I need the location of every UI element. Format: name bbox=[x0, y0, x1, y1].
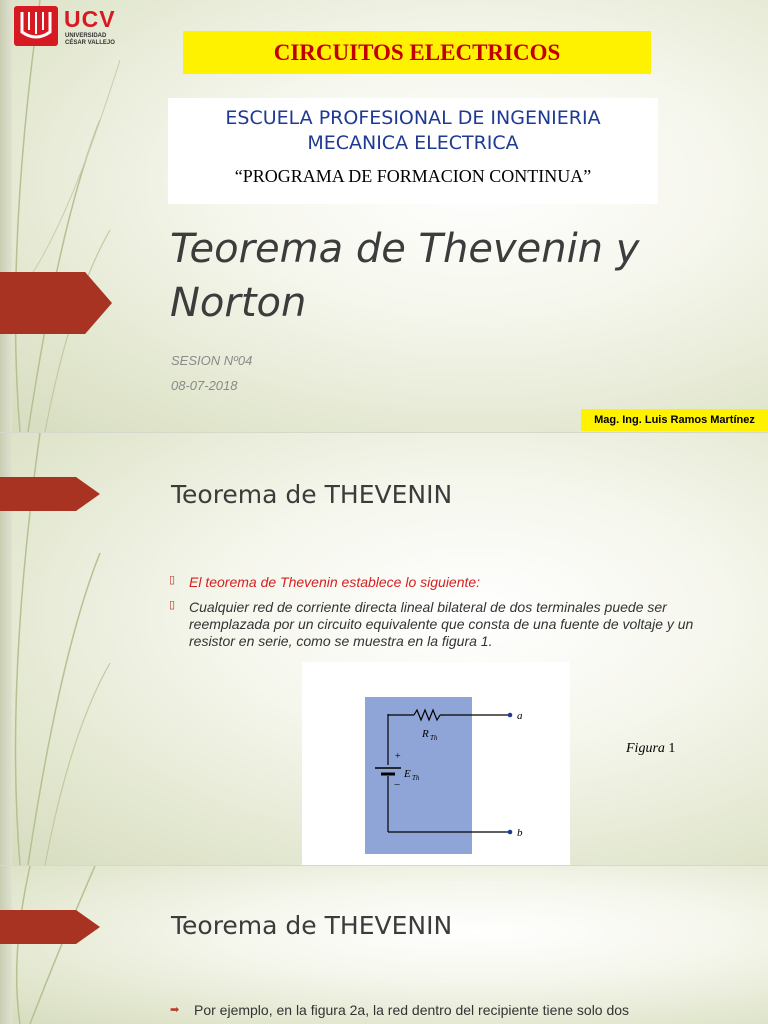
ucv-logo-line1: UNIVERSIDAD bbox=[65, 33, 107, 39]
bullet-item bbox=[170, 599, 722, 650]
caption-word: Figura bbox=[626, 741, 665, 756]
plus-sign: + bbox=[395, 751, 401, 762]
ucv-logo-mark bbox=[14, 6, 58, 46]
ucv-logo-line2: CÉSAR VALLEJO bbox=[65, 40, 115, 46]
school-box bbox=[168, 98, 658, 204]
course-banner: CIRCUITOS ELECTRICOS bbox=[183, 31, 651, 74]
bullet-text: El teorema de Thevenin establece lo siguiente: bbox=[189, 574, 481, 590]
source-label: E bbox=[404, 768, 411, 780]
resistor-label: R bbox=[422, 728, 429, 740]
thevenin-circuit-figure bbox=[302, 662, 570, 865]
bullet-text: Cualquier red de corriente directa lineal bilateral de dos terminales puede ser reemplazada por un circuito equivalente que consta de una fuente de voltaje y un resistor en serie, como se muestra en la figura 1. bbox=[189, 599, 694, 649]
session-date: 08-07-2018 bbox=[171, 378, 238, 393]
presentation-title bbox=[170, 222, 730, 330]
terminal-b-label: b bbox=[517, 827, 523, 839]
title-line-1: Teorema de Thevenin y bbox=[170, 226, 640, 272]
resistor-subscript: Th bbox=[430, 734, 438, 742]
bullet-text: Por ejemplo, en la figura 2a, la red dentro del recipiente tiene solo dos bbox=[194, 1002, 630, 1018]
slide-title bbox=[0, 0, 768, 432]
school-line-1: ESCUELA PROFESIONAL DE INGENIERIA bbox=[225, 107, 601, 129]
ucv-shield-icon bbox=[14, 6, 58, 46]
slide-heading: Teorema de THEVENIN bbox=[171, 911, 453, 940]
bullet-item bbox=[170, 1002, 722, 1018]
bullet-marker-icon: ▯ bbox=[169, 599, 176, 611]
slide-thevenin-example bbox=[0, 866, 768, 1024]
minus-sign: − bbox=[394, 779, 401, 791]
program-name: “PROGRAMA DE FORMACION CONTINUA” bbox=[234, 166, 592, 186]
figure-caption bbox=[626, 741, 675, 757]
slide-thevenin-definition bbox=[0, 433, 768, 865]
ucv-logo bbox=[14, 6, 126, 46]
terminal-a-label: a bbox=[517, 710, 523, 722]
caption-number: 1 bbox=[668, 741, 676, 756]
source-subscript: Th bbox=[412, 774, 420, 782]
title-line-2: Norton bbox=[170, 280, 307, 326]
arrow-bullet-icon: ➡ bbox=[170, 1004, 180, 1016]
grass-decoration bbox=[0, 0, 130, 432]
bullet-marker-icon: ▯ bbox=[169, 574, 176, 586]
session-number: SESION Nº04 bbox=[171, 353, 253, 368]
school-line-2: MECANICA ELECTRICA bbox=[307, 132, 519, 154]
author-badge: Mag. Ing. Luis Ramos Martínez bbox=[581, 409, 768, 431]
slide-heading: Teorema de THEVENIN bbox=[171, 480, 453, 509]
bullet-item bbox=[170, 574, 722, 591]
grass-decoration bbox=[0, 866, 130, 1024]
ucv-logo-text: UCV bbox=[64, 6, 116, 32]
circuit-diagram bbox=[302, 662, 570, 865]
